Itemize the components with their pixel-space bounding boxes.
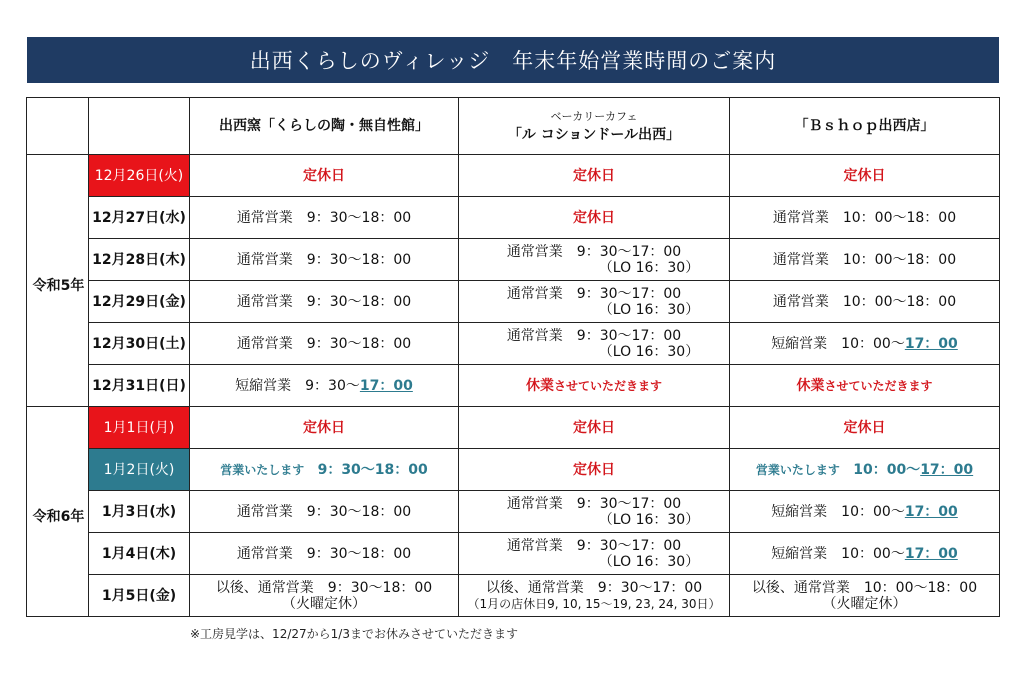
shop1-cell: 通常営業 9：30〜18：00 [190,533,459,575]
shop1-header: 出西窯「くらしの陶・無自性館」 [190,98,459,155]
hours-text: 短縮営業 9：30〜 [235,377,360,394]
date-cell: 12月30日(土) [89,323,190,365]
closed-text: 休業 [525,377,554,394]
table-row [27,323,1000,365]
shop3-cell: 通常営業 10：00〜18：00 [730,239,1000,281]
hours-text: 以後、通常営業 9：30〜17：00 [485,579,703,596]
header-row [27,98,1000,155]
shop1-cell: 通常営業 9：30〜18：00 [190,197,459,239]
shop2-cell: 定休日 [459,197,730,239]
last-order-text: （LO 16：30） [598,301,700,318]
hours-text: 通常営業 9：30〜17：00 [506,327,682,344]
schedule-table [26,97,1000,617]
short-close-time: 17：00 [904,503,958,520]
shop2-cell [459,281,730,323]
short-close-time: 17：00 [904,335,958,352]
shop3-cell: 通常営業 10：00〜18：00 [730,281,1000,323]
hours-text: 通常営業 9：30〜17：00 [506,285,682,302]
hours-text: 以後、通常営業 10：00〜18：00 [751,579,978,596]
shop2-cell [459,575,730,617]
date-cell: 1月4日(木) [89,533,190,575]
shop3-cell [730,491,1000,533]
closed-suffix: させていただきます [824,378,933,393]
shop2-header [459,98,730,155]
page-title-banner [27,37,999,83]
shop3-cell: 定休日 [730,407,1000,449]
table-row [27,491,1000,533]
date-cell: 1月2日(火) [89,449,190,491]
hours-text: 10：00〜 [853,461,921,478]
shop3-cell [730,323,1000,365]
shop1-cell: 定休日 [190,407,459,449]
shop2-cell: 定休日 [459,155,730,197]
shop3-cell: 定休日 [730,155,1000,197]
open-text: 営業いたします [755,462,840,477]
shop1-cell: 通常営業 9：30〜18：00 [190,239,459,281]
shop3-cell [730,449,1000,491]
table-row [27,575,1000,617]
shop1-cell [190,575,459,617]
last-order-text: （LO 16：30） [598,343,700,360]
hours-text: 通常営業 9：30〜17：00 [506,537,682,554]
closed-day-note: （火曜定休） [822,595,907,612]
shop2-cell: 定休日 [459,407,730,449]
shop2-cell [459,533,730,575]
footnote: ※工房見学は、12/27から1/3までお休みさせていただきます [190,627,518,641]
era-r6: 令和6年 [27,407,89,617]
shop1-cell: 通常営業 9：30〜18：00 [190,281,459,323]
table-row [27,197,1000,239]
table-row [27,365,1000,407]
table-row [27,449,1000,491]
shop2-subtitle: ベーカリーカフェ [550,110,638,123]
open-text: 営業いたします [220,462,305,477]
era-r5: 令和5年 [27,155,89,407]
page-title: 出西くらしのヴィレッジ 年末年始営業時間のご案内 [249,49,777,73]
last-order-text: （LO 16：30） [598,511,700,528]
shop1-cell: 通常営業 9：30〜18：00 [190,491,459,533]
date-cell: 12月27日(水) [89,197,190,239]
corner-cell-2 [89,98,190,155]
shop2-cell [459,365,730,407]
table-row [27,407,1000,449]
date-cell: 1月3日(水) [89,491,190,533]
shop2-cell: 定休日 [459,449,730,491]
corner-cell [27,98,89,155]
shop3-cell [730,365,1000,407]
date-cell: 12月26日(火) [89,155,190,197]
last-order-text: （LO 16：30） [598,259,700,276]
date-cell: 1月1日(月) [89,407,190,449]
table-row [27,155,1000,197]
shop1-cell: 定休日 [190,155,459,197]
shop1-cell [190,449,459,491]
hours-text: 短縮営業 10：00〜 [771,545,905,562]
closed-suffix: させていただきます [553,378,662,393]
hours-text: 9：30〜18：00 [317,461,428,478]
shop3-cell: 通常営業 10：00〜18：00 [730,197,1000,239]
date-cell: 1月5日(金) [89,575,190,617]
shop2-cell [459,239,730,281]
date-cell: 12月29日(金) [89,281,190,323]
short-close-time: 17：00 [359,377,413,394]
hours-text: 通常営業 9：30〜17：00 [506,243,682,260]
shop3-cell [730,575,1000,617]
shop1-cell: 通常営業 9：30〜18：00 [190,323,459,365]
short-close-time: 17：00 [904,545,958,562]
short-close-time: 17：00 [920,461,974,478]
last-order-text: （LO 16：30） [598,553,700,570]
date-cell: 12月28日(木) [89,239,190,281]
closed-day-note: （火曜定休） [282,595,366,612]
hours-text: 以後、通常営業 9：30〜18：00 [215,579,433,596]
closed-day-note: （1月の店休日9, 10, 15〜19, 23, 24, 30日） [467,596,721,611]
date-cell: 12月31日(日) [89,365,190,407]
shop1-cell [190,365,459,407]
table-row [27,281,1000,323]
shop3-header: 「Ｂｓｈｏｐ出西店」 [730,98,1000,155]
shop2-name: 「ル コションドール出西」 [507,127,681,143]
closed-text: 休業 [796,377,825,394]
table-row [27,533,1000,575]
hours-text: 短縮営業 10：00〜 [771,503,905,520]
table-row [27,239,1000,281]
shop2-cell [459,323,730,365]
shop3-cell [730,533,1000,575]
hours-text: 通常営業 9：30〜17：00 [506,495,682,512]
hours-text: 短縮営業 10：00〜 [771,335,905,352]
shop2-cell [459,491,730,533]
